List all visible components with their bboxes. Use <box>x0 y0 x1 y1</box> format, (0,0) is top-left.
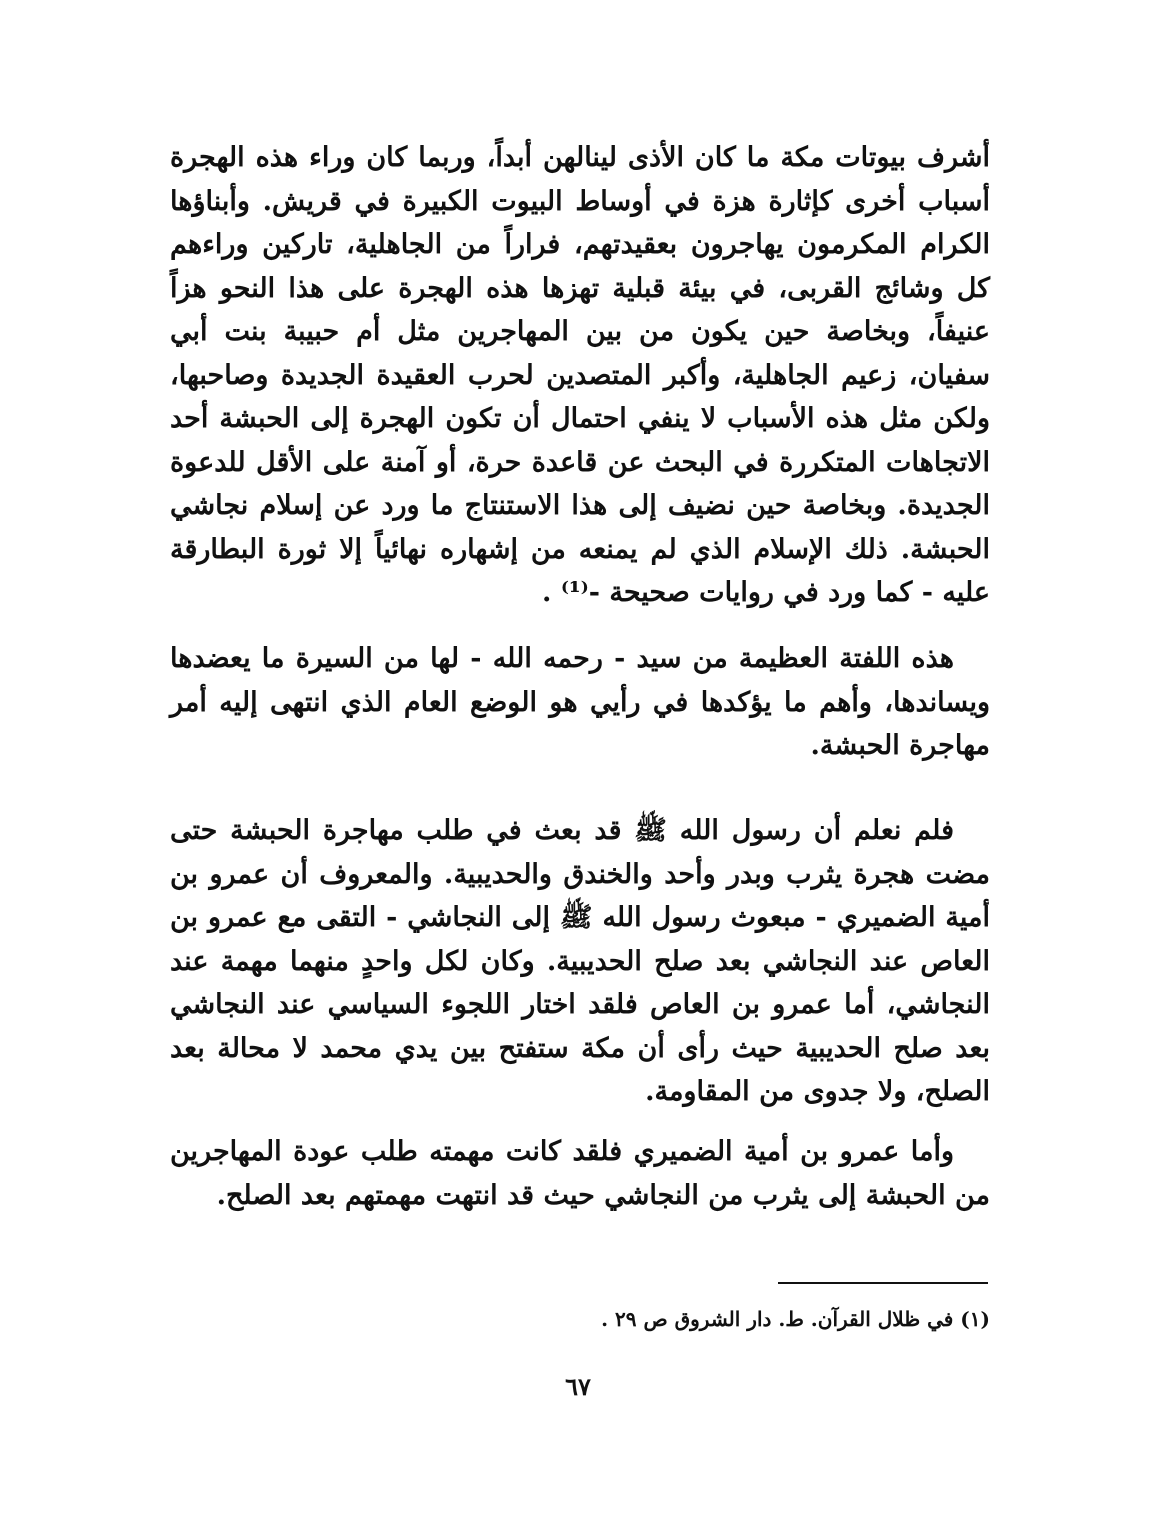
footnote: (١) في ظلال القرآن. ط. دار الشروق ص ٢٩ . <box>601 1307 990 1331</box>
paragraph-text: هذه اللفتة العظيمة من سيد - رحمه الله - لها من السيرة ما يعضدها ويساندها، وأهم ما يؤكدها في رأيي هو الوضع العام الذي انتهى إليه أمر مهاجرة الحبشة. <box>170 643 990 761</box>
body-paragraph-3 <box>170 809 990 1114</box>
page-number: ٦٧ <box>565 1372 591 1401</box>
footnote-separator <box>778 1282 988 1284</box>
paragraph-text: وأما عمرو بن أمية الضميري فلقد كانت مهمته طلب عودة المهاجرين من الحبشة إلى يثرب من النجاشي حيث قد انتهت مهمتهم بعد الصلح. <box>170 1136 990 1211</box>
body-paragraph-4 <box>170 1130 990 1217</box>
paragraph-text: فلم نعلم أن رسول الله ﷺ قد بعث في طلب مهاجرة الحبشة حتى مضت هجرة يثرب وبدر وأحد والخندق والحديبية. والمعروف أن عمرو بن أمية الضميري - مبعوث رسول الله ﷺ إلى النجاشي - التقى مع عمرو بن العاص عند النجاشي بعد صلح الحديبية. وكان لكل واحدٍ منهما مهمة عند النجاشي، أما عمرو بن العاص فلقد اختار اللجوء السياسي عند النجاشي بعد صلح الحديبية حيث رأى أن مكة ستفتح بين يدي محمد لا محالة بعد الصلح، ولا جدوى من المقاومة. <box>170 815 990 1107</box>
body-paragraph-2 <box>170 637 990 768</box>
body-paragraph-1 <box>170 136 990 615</box>
paragraph-text: أشرف بيوتات مكة ما كان الأذى لينالهن أبداً، وربما كان وراء هذه الهجرة أسباب أخرى كإثارة هزة في أوساط البيوت الكبيرة في قريش. وأبناؤها الكرام المكرمون يهاجرون بعقيدتهم، فراراً من الجاهلية، تاركين وراءهم كل وشائج القربى، في بيئة قبلية تهزها هذه الهجرة على هذا النحو هزاً عنيفاً، وبخاصة حين يكون من بين المهاجرين مثل أم حبيبة بنت أبي سفيان، زعيم الجاهلية، وأكبر المتصدين لحرب العقيدة الجديدة وصاحبها، ولكن مثل هذه الأسباب لا ينفي احتمال أن تكون الهجرة إلى الحبشة أحد الاتجاهات المتكررة في البحث عن قاعدة حرة، أو آمنة على الأقل للدعوة الجديدة. وبخاصة حين نضيف إلى هذا الاستنتاج ما ورد عن إسلام نجاشي الحبشة. ذلك الإسلام الذي لم يمنعه من إشهاره نهائياً إلا ثورة البطارقة عليه - كما ورد في روايات صحيحة -⁽¹⁾ . <box>170 142 990 608</box>
